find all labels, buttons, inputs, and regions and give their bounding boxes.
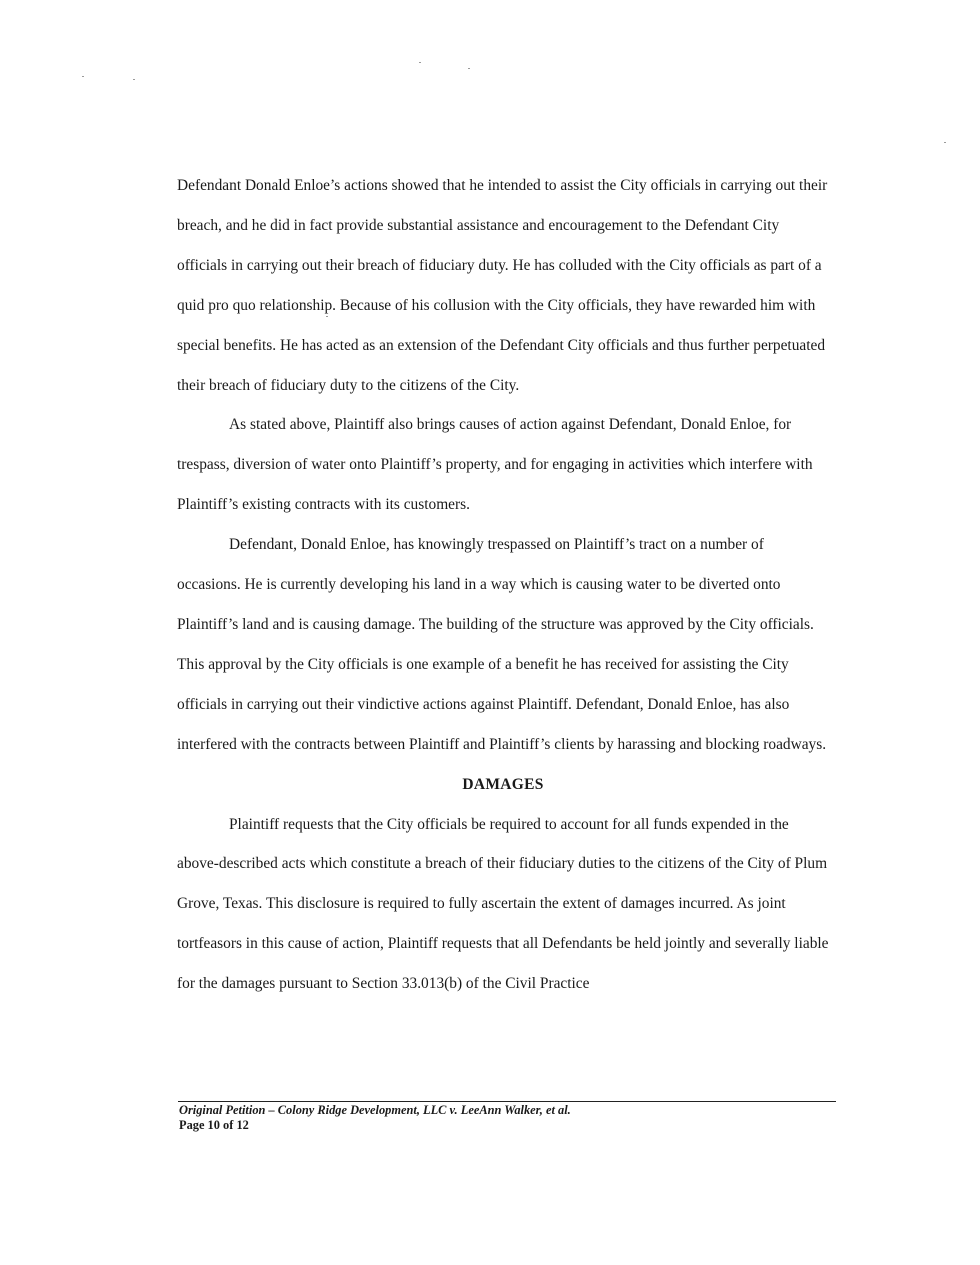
body-paragraph: Defendant Donald Enloe’s actions showed that he intended to assist the City officials in carrying out their breach, and he did in fact provide substantial assistance and encouragement to the Defendant City officials in carrying out their breach of fiduciary duty. He has colluded with the City officials as part of a quid pro quo relationship. Because of his collusion with the City officials, they have rewarded him with special benefits. He has acted as an extension of the Defendant City officials and thus further perpetuated their breach of fiduciary duty to the citizens of the City.: [177, 177, 828, 394]
scan-speck: [944, 142, 946, 143]
body-paragraph: As stated above, Plaintiff also brings causes of action against Defendant, Donald Enloe, for trespass, diversion of water onto Plaintiff’s property, and for engaging in activities which interfere with Plaintiff’s existing contracts with its customers.: [177, 416, 813, 514]
scan-speck: [419, 62, 421, 63]
section-heading-damages: DAMAGES: [462, 775, 544, 793]
page-footer: [179, 1103, 571, 1133]
case-caption: Original Petition – Colony Ridge Development, LLC v. LeeAnn Walker, et al.: [179, 1103, 571, 1117]
footer-divider: [178, 1101, 836, 1102]
page-number: Page 10 of 12: [179, 1118, 249, 1132]
body-paragraph: Defendant, Donald Enloe, has knowingly trespassed on Plaintiff’s tract on a number of occasions. He is currently developing his land in a way which is causing water to be diverted onto Plaintiff’s land and is causing damage. The building of the structure was approved by the City officials. This approval by the City officials is one example of a benefit he has received for assisting the City officials in carrying out their vindictive actions against Plaintiff. Defendant, Donald Enloe, has also interfered with the contracts between Plaintiff and Plaintiff’s clients by harassing and blocking roadways.: [177, 536, 827, 753]
body-paragraph: Plaintiff requests that the City officials be required to account for all funds expended in the above-described acts which constitute a breach of their fiduciary duties to the citizens of the City of Plum Grove, Texas. This disclosure is required to fully ascertain the extent of damages incurred. As joint tortfeasors in this cause of action, Plaintiff requests that all Defendants be held jointly and severally liable for the damages pursuant to Section 33.013(b) of the Civil Practice: [177, 815, 829, 993]
scan-speck: [133, 79, 135, 80]
scan-speck: [82, 76, 84, 77]
document-body: [177, 166, 829, 1004]
scan-speck: [468, 68, 470, 69]
